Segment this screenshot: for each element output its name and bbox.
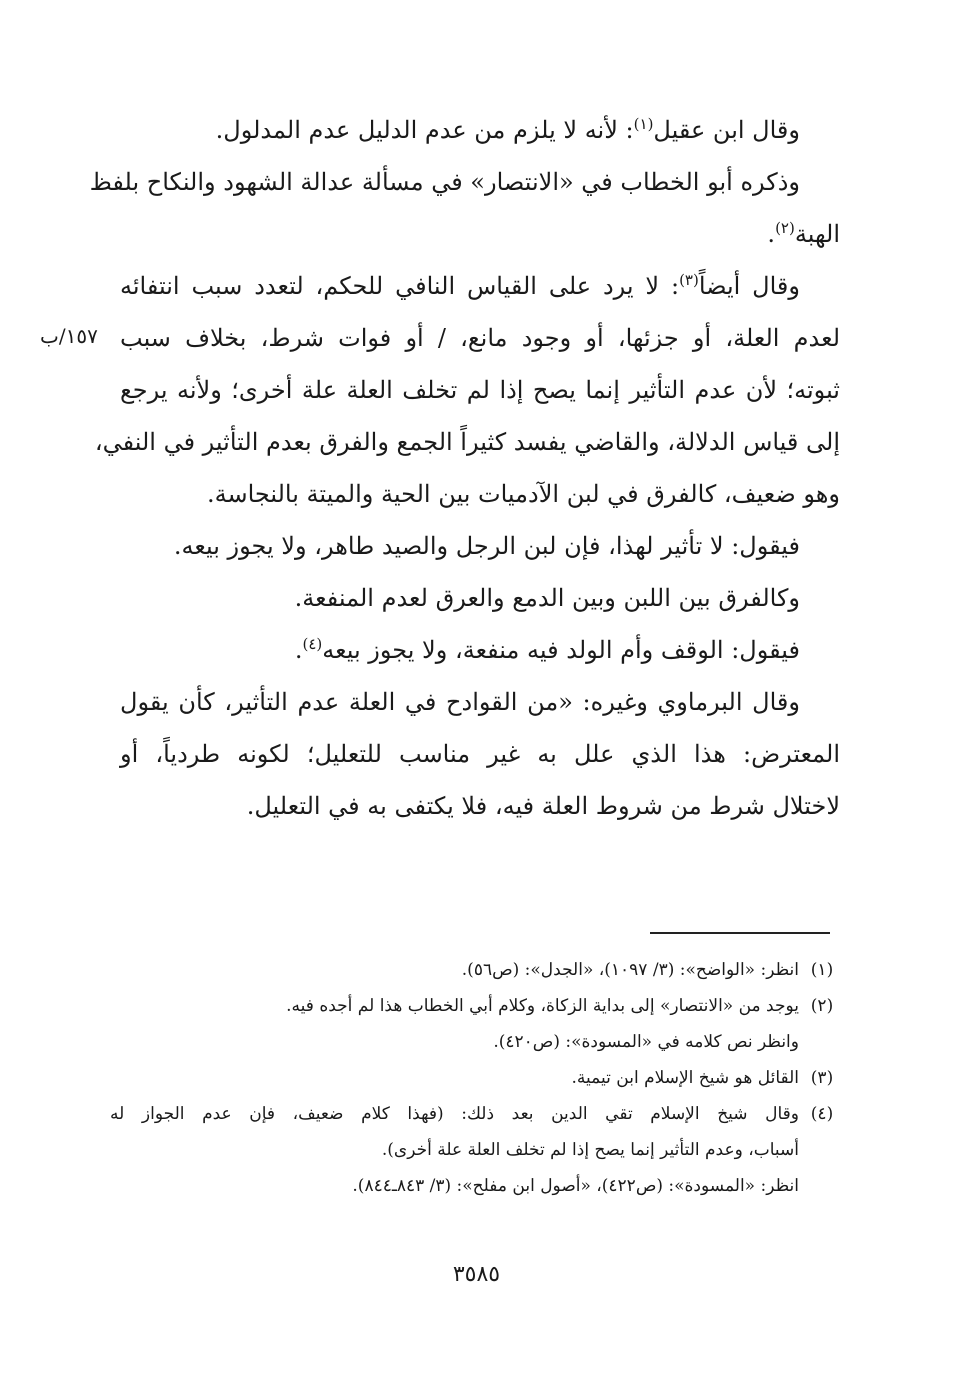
line-text: لاختلال شرط من شروط العلة فيه، فلا يكتفى به في التعليل. [246, 792, 840, 820]
line-text-continued: : لأنه لا يلزم من عدم الدليل عدم المدلول. [215, 116, 634, 144]
line-text: وقال البرماوي وغيره: «من القوادح في العلة عدم التأثير، كأن يقول [120, 688, 800, 716]
line-text: إلى قياس الدلالة، والقاضي يفسد كثيراً الجمع والفرق بعدم التأثير في النفي، [94, 428, 840, 456]
text-line [120, 520, 840, 572]
text-line [120, 208, 840, 260]
footnote-line [110, 1024, 845, 1060]
text-line [120, 468, 840, 520]
text-line [94, 416, 840, 468]
footnote-text: وانظر نص كلامه في «المسودة»: (ص٤٢٠). [493, 1032, 799, 1052]
footnote-text: القائل هو شيخ الإسلام ابن تيمية. [571, 1068, 799, 1088]
text-line [120, 676, 840, 728]
line-text-continued: . [294, 636, 303, 664]
margin-folio-note: ١٥٧/ب [40, 324, 98, 348]
footnote-number: (٤) [810, 1104, 834, 1124]
page-number: ٣٥٨٥ [452, 1262, 501, 1287]
footnote-number: (٣) [810, 1068, 834, 1088]
line-text-continued: : لا يرد على القياس النافي للحكم، لتعدد سبب انتفائه [120, 272, 680, 300]
footnote-line [110, 952, 845, 988]
text-line [120, 780, 840, 832]
text-line [120, 312, 840, 364]
footnote-separator [650, 932, 830, 934]
line-text: وقال أيضاً [698, 272, 800, 300]
footnote-line [110, 1168, 845, 1204]
footnote-line [110, 1132, 845, 1168]
footnote-marker[interactable]: (٢) [775, 219, 795, 237]
text-line [120, 728, 840, 780]
line-text-continued: . [767, 220, 776, 248]
footnote-text: يوجد من «الانتصار» إلى بداية الزكاة، وكلام أبي الخطاب هذا لم أجده فيه. [286, 996, 799, 1016]
footnote-text: أسباب، وعدم التأثير إنما يصح إذا لم تخلف العلة علة أخرى). [381, 1140, 799, 1160]
text-line [120, 364, 840, 416]
footnote-number [799, 1168, 845, 1204]
footnote-line [110, 1060, 845, 1096]
footnote-number: (٢) [810, 996, 834, 1016]
footnote-text: انظر: «الواضح»: (٣/ ١٠٩٧)، «الجدل»: (ص٥٦). [461, 960, 799, 980]
footnote-line [110, 1096, 845, 1132]
footnote-text: انظر: «المسودة»: (ص٤٢٢)، «أصول ابن مفلح»: (٣/ ٨٤٣ـ٨٤٤). [352, 1176, 799, 1196]
line-text: الهبة [794, 220, 840, 248]
footnote-number: (١) [810, 960, 834, 980]
footnote-marker[interactable]: (٣) [679, 271, 699, 289]
footnote-marker[interactable]: (١) [633, 115, 654, 133]
line-text: وذكره أبو الخطاب في «الانتصار» في مسألة عدالة الشهود والنكاح بلفظ [89, 168, 800, 196]
line-text: وهو ضعيف، كالفرق في لبن الآدميات بين الحية والميتة بالنجاسة. [206, 480, 840, 508]
line-text: وكالفرق بين اللبن وبين الدمع والعرق لعدم المنفعة. [294, 584, 800, 612]
line-text: فيقول: لا تأثير لهذا، فإن لبن الرجل والصيد طاهر، ولا يجوز بيعه. [173, 532, 800, 560]
line-text: ثبوته؛ لأن عدم التأثير إنما يصح إذا لم تخلف العلة علة أخرى؛ ولأنه يرجع [120, 376, 840, 404]
footnote-text: وقال شيخ الإسلام تقي الدين بعد ذلك: (فهذا كلام ضعيف، فإن عدم الجواز له [110, 1104, 799, 1124]
text-line [120, 572, 840, 624]
footnote-number [799, 1132, 845, 1168]
line-text: وقال ابن عقيل [653, 116, 800, 144]
text-line [120, 260, 840, 312]
footnote-line [110, 988, 845, 1024]
text-line [89, 156, 840, 208]
line-text: فيقول: الوقف وأم الولد فيه منفعة، ولا يجوز بيعه [322, 636, 800, 664]
main-text [89, 104, 840, 832]
footnote-marker[interactable]: (٤) [302, 635, 323, 653]
line-text: لعدم العلة، أو جزئها، أو وجود مانع، / أو فوات شرط، بخلاف سبب [120, 324, 840, 352]
text-line [120, 104, 840, 156]
footnote-number [799, 1024, 845, 1060]
footnotes [110, 952, 845, 1204]
line-text: المعترض: هذا الذي علل به غير مناسب للتعليل؛ لكونه طردياً، أو [120, 740, 840, 768]
text-line [120, 624, 840, 676]
